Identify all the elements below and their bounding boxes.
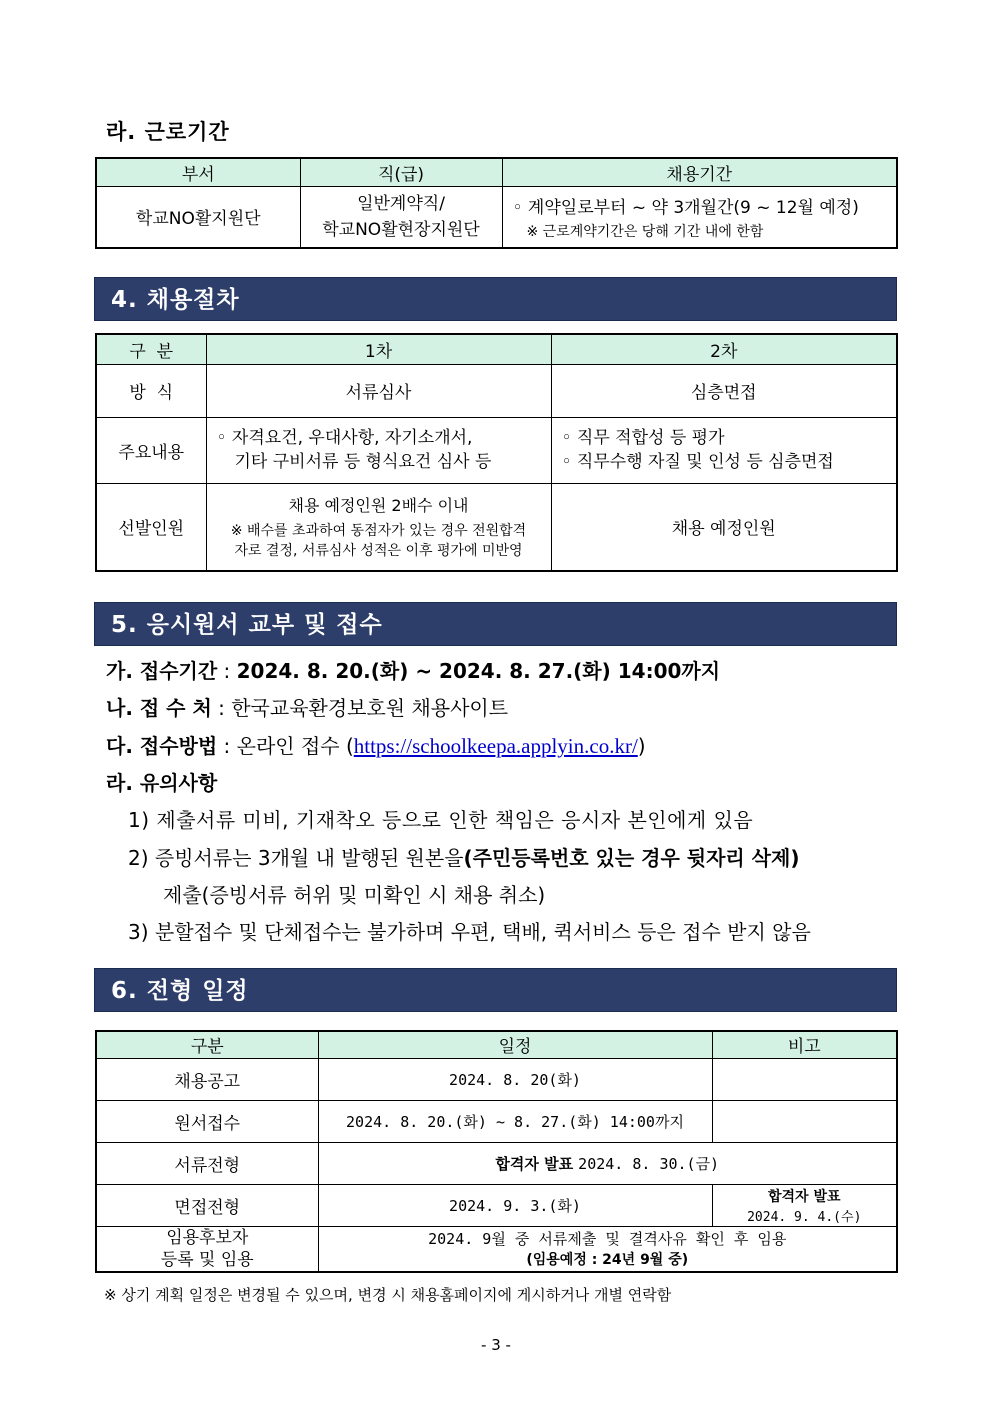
period-cell (502, 186, 897, 248)
select-first-note-2: 자로 결정, 서류심사 성적은 이후 평가에 미반영 (234, 543, 523, 560)
stage-label (96, 1226, 318, 1272)
content-second (551, 417, 897, 483)
stage-remark (712, 1058, 897, 1100)
col-header-schedule: 일정 (318, 1031, 712, 1058)
table-row (96, 1100, 897, 1142)
receipt-place-value: 한국교육환경보호원 채용사이트 (231, 696, 509, 720)
pass-announcement-date: 2024. 8. 30.(금) (578, 1154, 720, 1173)
apply-site-link[interactable]: https://schoolkeepa.applyin.co.kr/ (353, 734, 638, 758)
rank-line-2: 학교NO활현장지원단 (322, 219, 480, 240)
row-label-select: 선발인원 (96, 483, 206, 571)
table-row (96, 1226, 897, 1272)
appointment-note: (임용예정 : 24년 9월 중) (526, 1252, 689, 1269)
content-first (206, 417, 551, 483)
appointment-schedule: 2024. 9월 중 서류제출 및 결격사유 확인 후 임용 (428, 1230, 787, 1249)
receipt-method-line: 다. 접수방법 : 온라인 접수 (https://schoolkeepa.applyin.co.kr/) (106, 734, 646, 758)
section-5-title: 5. 응시원서 교부 및 접수 (94, 602, 897, 646)
note-2 (128, 842, 799, 871)
stage-label-line-2: 등록 및 임용 (160, 1249, 254, 1270)
note-1: 1) 제출서류 미비, 기재착오 등으로 인한 책임은 응시자 본인에게 있음 (128, 808, 754, 832)
work-period-table (95, 157, 898, 249)
col-header-category: 구 분 (96, 334, 206, 364)
content-second-line-1: ◦ 직무 적합성 등 평가 (561, 428, 725, 448)
dept-cell: 학교NO활지원단 (96, 186, 300, 248)
receipt-method-value: 온라인 접수 ( (236, 734, 354, 758)
stage-remark (712, 1100, 897, 1142)
stage-schedule: 2024. 8. 20(화) (318, 1058, 712, 1100)
method-first: 서류심사 (206, 364, 551, 417)
section-6-title: 6. 전형 일정 (94, 968, 897, 1012)
note-2-bold: (주민등록번호 있는 경우 뒷자리 삭제) (463, 846, 800, 870)
receipt-method-close: ) (637, 734, 646, 758)
note-2-continued: 제출(증빙서류 허위 및 미확인 시 채용 취소) (163, 883, 546, 907)
notes-heading (106, 767, 217, 796)
stage-schedule: 2024. 8. 20.(화) ~ 8. 27.(화) 14:00까지 (318, 1100, 712, 1142)
page-number: - 3 - (481, 1336, 511, 1354)
col-header-rank: 직(급) (300, 158, 502, 186)
table-row (96, 1142, 897, 1184)
remark-date: 2024. 9. 4.(수) (747, 1209, 862, 1225)
schedule-footnote: ※ 상기 계획 일정은 변경될 수 있으며, 변경 시 채용홈페이지에 게시하거나 개별 연락함 (104, 1286, 672, 1304)
row-label-method: 방 식 (96, 364, 206, 417)
stage-schedule (318, 1226, 897, 1272)
notes-heading-label: 라. 유의사항 (106, 771, 218, 795)
rank-line-1: 일반계약직/ (357, 193, 445, 214)
note-2-text: 2) 증빙서류는 3개월 내 발행된 원본을 (128, 846, 464, 870)
col-header-remark: 비고 (712, 1031, 897, 1058)
stage-label: 채용공고 (96, 1058, 318, 1100)
stage-label: 원서접수 (96, 1100, 318, 1142)
hiring-process-table (95, 333, 898, 572)
receipt-place-line: 나. 접 수 처 : 한국교육환경보호원 채용사이트 (106, 696, 509, 720)
select-second: 채용 예정인원 (551, 483, 897, 571)
rank-cell (300, 186, 502, 248)
table-row (96, 1184, 897, 1226)
stage-schedule: 2024. 9. 3.(화) (318, 1184, 712, 1226)
period-note: ※ 근로계약기간은 당해 기간 내에 한함 (526, 223, 764, 240)
select-first-note-1: ※ 배수를 초과하여 동점자가 있는 경우 전원합격 (230, 523, 527, 540)
receipt-period-label: 가. 접수기간 (106, 659, 218, 683)
work-period-heading: 라. 근로기간 (106, 120, 230, 144)
col-header-stage: 구분 (96, 1031, 318, 1058)
note-3: 3) 분할접수 및 단체접수는 불가하며 우편, 택배, 퀵서비스 등은 접수 받지 않음 (128, 920, 811, 944)
pass-announcement-label: 합격자 발표 (495, 1154, 574, 1173)
receipt-period-value: 2024. 8. 20.(화) ~ 2024. 8. 27.(화) 14:00까지 (236, 659, 721, 683)
content-first-line-1: ◦ 자격요건, 우대사항, 자기소개서, (216, 428, 473, 448)
content-first-line-2: 기타 구비서류 등 형식요건 심사 등 (234, 452, 492, 472)
method-second: 심층면접 (551, 364, 897, 417)
remark-bold: 합격자 발표 (768, 1188, 841, 1205)
stage-label-line-1: 임용후보자 (166, 1227, 249, 1248)
col-header-dept: 부서 (96, 158, 300, 186)
content-second-line-2: ◦ 직무수행 자질 및 인성 등 심층면접 (561, 452, 834, 472)
stage-remark (712, 1184, 897, 1226)
col-header-first: 1차 (206, 334, 551, 364)
receipt-place-label: 나. 접 수 처 (106, 696, 212, 720)
stage-label: 서류전형 (96, 1142, 318, 1184)
row-label-content: 주요내용 (96, 417, 206, 483)
receipt-period-line: 가. 접수기간 : 2024. 8. 20.(화) ~ 2024. 8. 27.(화) 14:00까지 (106, 659, 721, 683)
col-header-period: 채용기간 (502, 158, 897, 186)
stage-schedule (318, 1142, 897, 1184)
stage-label: 면접전형 (96, 1184, 318, 1226)
receipt-method-label: 다. 접수방법 (106, 734, 218, 758)
schedule-table (95, 1030, 898, 1273)
select-first (206, 483, 551, 571)
table-row (96, 1058, 897, 1100)
period-line-1: ◦ 계약일로부터 ~ 약 3개월간(9 ~ 12월 예정) (512, 197, 859, 218)
select-first-line-1: 채용 예정인원 2배수 이내 (288, 496, 469, 516)
section-4-title: 4. 채용절차 (94, 277, 897, 321)
col-header-second: 2차 (551, 334, 897, 364)
